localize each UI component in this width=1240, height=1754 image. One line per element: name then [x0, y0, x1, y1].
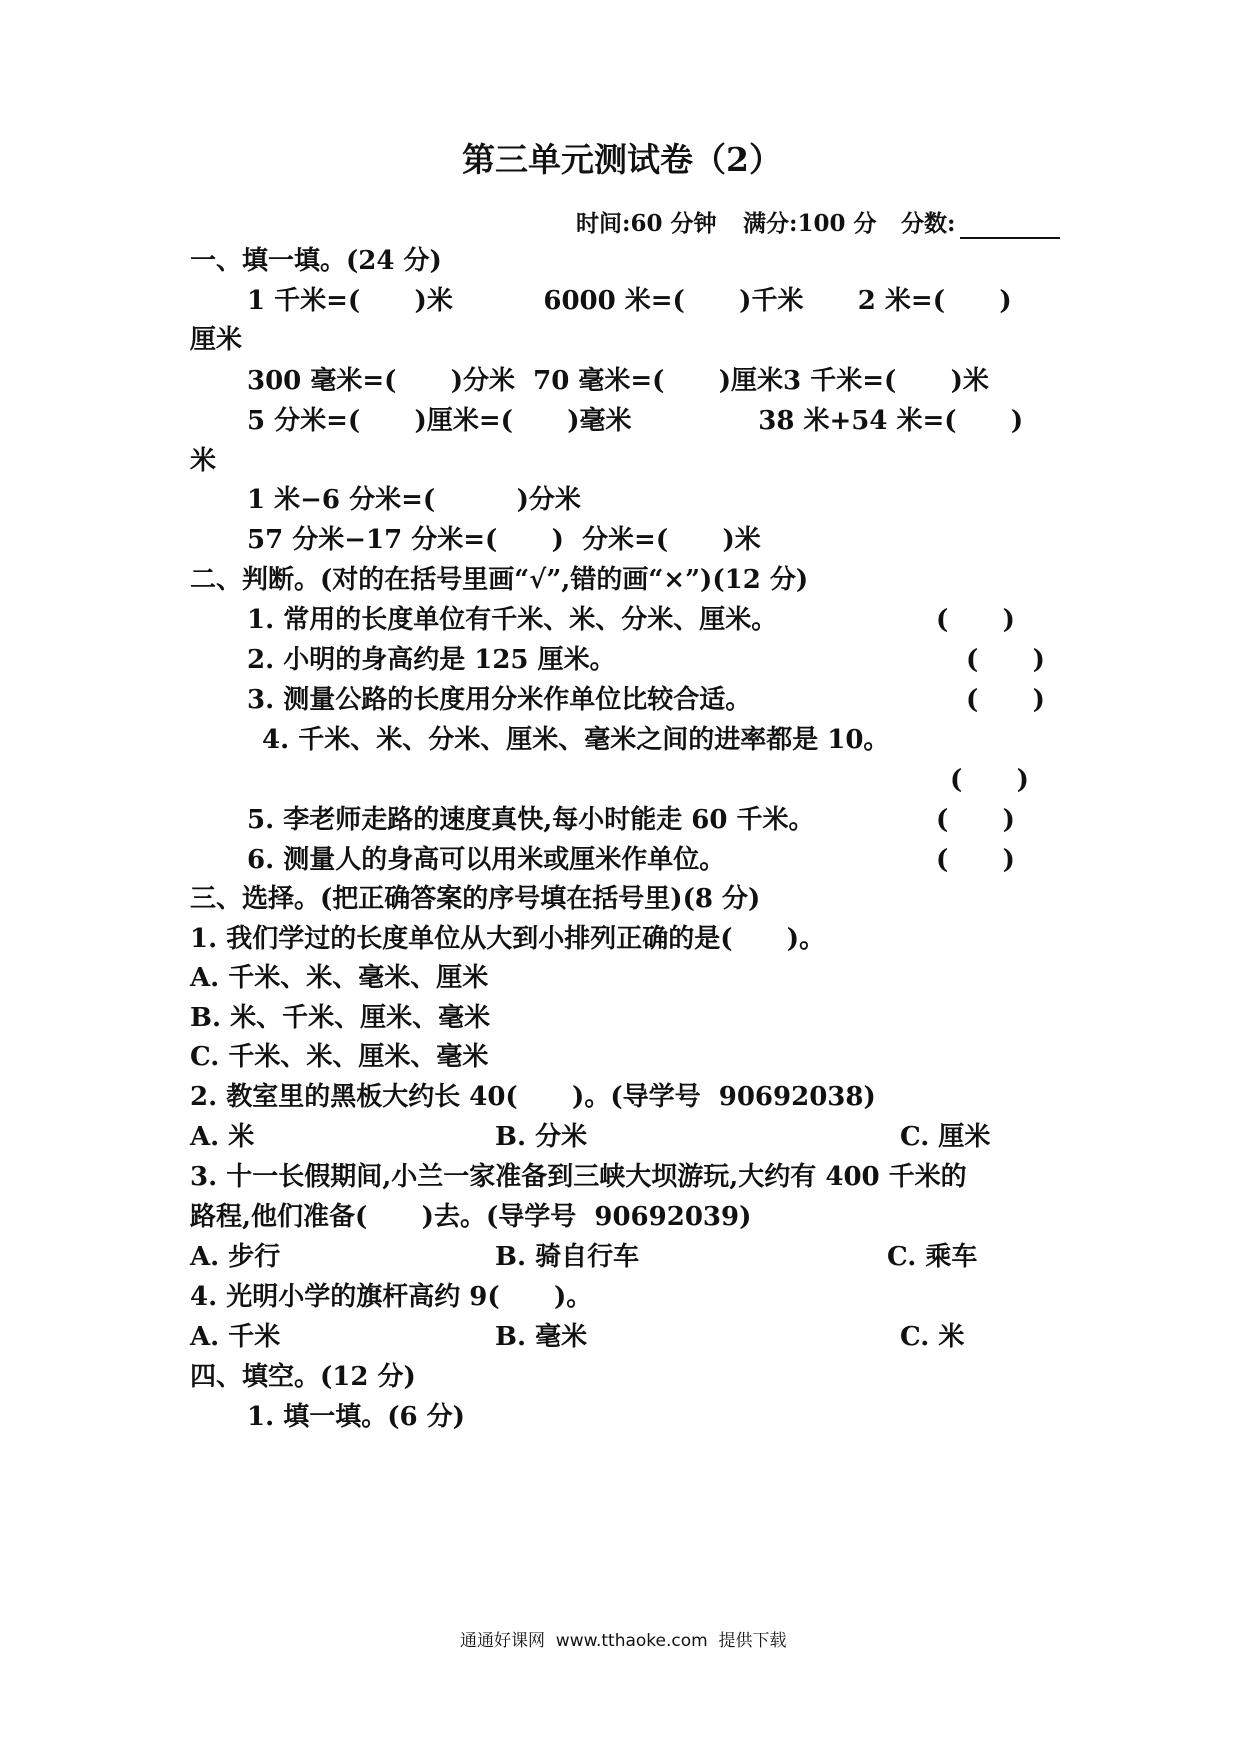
section3-heading: 三、选择。(把正确答案的序号填在括号里)(8 分) — [190, 884, 761, 914]
answer-bracket[interactable]: ( ) — [936, 805, 1015, 835]
choice-question: 1. 我们学过的长度单位从大到小排列正确的是( )。 — [190, 924, 826, 954]
fill-row: 1 米−6 分米=( )分米 — [247, 485, 581, 515]
judge-item: 4. 千米、米、分米、厘米、毫米之间的进率都是 10。 — [262, 725, 890, 755]
fill-row: 57 分米−17 分米=( ) 分米=( )米 — [247, 525, 761, 555]
score-label: 分数: — [901, 210, 956, 237]
page-title: 第三单元测试卷（2） — [462, 140, 782, 179]
choice-option: C. 乘车 — [887, 1242, 978, 1272]
answer-bracket[interactable]: ( ) — [936, 605, 1015, 635]
section1-heading: 一、填一填。(24 分) — [190, 246, 442, 276]
fill-row: 厘米 — [190, 325, 243, 355]
answer-bracket[interactable]: ( ) — [936, 845, 1015, 875]
answer-bracket[interactable]: ( ) — [966, 685, 1045, 715]
choice-question: 3. 十一长假期间,小兰一家准备到三峡大坝游玩,大约有 400 千米的 — [190, 1162, 967, 1192]
choice-option: B. 骑自行车 — [495, 1242, 640, 1272]
choice-option: B. 分米 — [495, 1122, 588, 1152]
judge-item: 3. 测量公路的长度用分米作单位比较合适。 — [247, 685, 752, 715]
fill-row: 5 分米=( )厘米=( )毫米 38 米+54 米=( ) — [247, 406, 1024, 436]
choice-option: B. 米、千米、厘米、毫米 — [190, 1003, 491, 1033]
time-limit: 时间:60 分钟 — [576, 210, 717, 237]
choice-option: A. 步行 — [190, 1242, 281, 1272]
score-field[interactable] — [901, 209, 1060, 239]
choice-option: A. 千米、米、毫米、厘米 — [190, 963, 489, 993]
choice-question: 路程,他们准备( )去。(导学号 90692039) — [190, 1202, 752, 1232]
choice-option: C. 米 — [900, 1322, 965, 1352]
footer-credit: 通通好课网 www.tthaoke.com 提供下载 — [460, 1631, 787, 1651]
full-score: 满分:100 分 — [743, 210, 877, 237]
judge-item: 6. 测量人的身高可以用米或厘米作单位。 — [247, 845, 726, 875]
answer-bracket[interactable]: ( ) — [966, 645, 1045, 675]
fill-row: 300 毫米=( )分米 70 毫米=( )厘米3 千米=( )米 — [247, 366, 989, 396]
choice-option: A. 米 — [190, 1122, 255, 1152]
section4-heading: 四、填空。(12 分) — [190, 1362, 416, 1392]
section2-heading: 二、判断。(对的在括号里画“√”,错的画“×”)(12 分) — [190, 565, 809, 595]
judge-item: 1. 常用的长度单位有千米、米、分米、厘米。 — [247, 605, 778, 635]
choice-question: 4. 光明小学的旗杆高约 9( )。 — [190, 1282, 593, 1312]
score-blank[interactable] — [960, 213, 1060, 239]
fill-row: 1 千米=( )米 6000 米=( )千米 2 米=( ) — [247, 286, 1012, 316]
choice-question: 2. 教室里的黑板大约长 40( )。(导学号 90692038) — [190, 1082, 876, 1112]
choice-option: A. 千米 — [190, 1322, 281, 1352]
choice-option: C. 千米、米、厘米、毫米 — [190, 1042, 489, 1072]
choice-option: C. 厘米 — [900, 1122, 991, 1152]
section4-subheading: 1. 填一填。(6 分) — [247, 1402, 465, 1432]
fill-row: 米 — [190, 446, 217, 476]
choice-option: B. 毫米 — [495, 1322, 588, 1352]
judge-item: 2. 小明的身高约是 125 厘米。 — [247, 645, 616, 675]
answer-bracket[interactable]: ( ) — [950, 765, 1029, 795]
judge-item: 5. 李老师走路的速度真快,每小时能走 60 千米。 — [247, 805, 815, 835]
